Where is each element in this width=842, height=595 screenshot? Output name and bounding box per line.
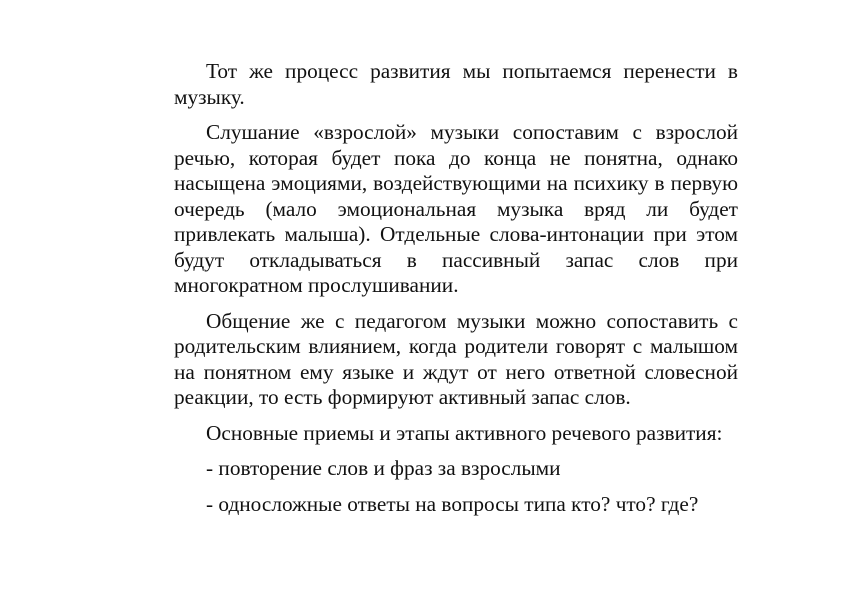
list-item-repetition: - повторение слов и фраз за взрослыми <box>206 456 561 480</box>
paragraph-methods-heading: Основные приемы и этапы активного речевого развития: <box>206 420 723 445</box>
paragraph-listening: Слушание «взрослой» музыки сопоставим с взрослой речью, которая будет пока до конца не понятна, однако насыщена эмоциями, воздействующими на психику в первую очередь (мало эмоциональная музыка вряд ли будет привлекать малыша). Отдельные слова-интонации при этом будут откладываться в пассивный запас слов при многократном прослушивании. <box>174 120 738 297</box>
list-item-short-answers: - односложные ответы на вопросы типа кто? что? где? <box>206 491 699 516</box>
paragraph-teacher: Общение же с педагогом музыки можно сопоставить с родительским влиянием, когда родители говорят с малышом на понятном ему языке и ждут от него ответной словесной реакции, то есть формируют активный запас слов. <box>174 308 738 409</box>
document-body <box>174 59 738 527</box>
paragraph-intro: Тот же процесс развития мы попытаемся перенести в музыку. <box>174 59 738 109</box>
